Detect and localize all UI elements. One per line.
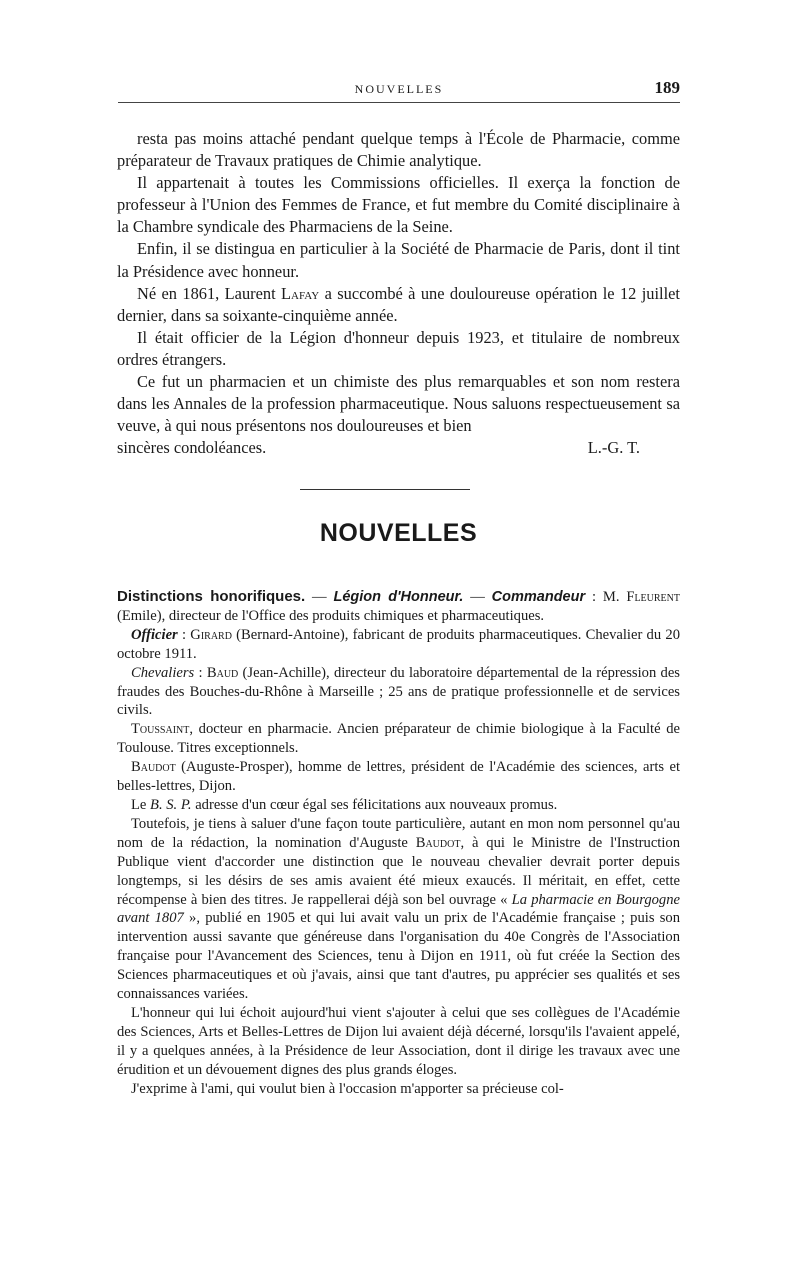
person-name: Girard <box>190 626 232 643</box>
person-name: Lafay <box>281 283 320 303</box>
text-run: adresse d'un cœur égal ses félicitations aux nouveaux promus. <box>191 796 558 813</box>
news-paragraph <box>117 758 680 796</box>
journal-abbreviation: B. S. P. <box>150 796 192 813</box>
obituary-paragraph: Il appartenait à toutes les Commissions officielles. Il exerça la fonction de professeur à l'Union des Femmes de France, et fut membre du Comité disciplinaire à la Chambre syndicale des Pharmaciens de la Seine. <box>117 173 680 237</box>
text-run: (Emile), directeur de l'Office des produits chimiques et pharmaceutiques. <box>117 607 545 624</box>
text-run: », publié en 1905 et qui lui avait valu un prix de l'Académie française ; puis son intervention aussi savante que généreuse dans l'organisation du 40e Congrès de l'Association française pour l'Avancement des Sciences, tenu à Dijon en 1911, où fut créée la Section des Sciences pharmaceutiques et où j'avais, ainsi que tant d'autres, pu apprécier ses qualités et ses connaissances variées. <box>117 910 680 1003</box>
author-signature: L.-G. T. <box>587 438 640 458</box>
news-paragraph <box>117 815 680 1004</box>
text-run: , docteur en pharmacie. Ancien préparateur de chimie biologique à la Faculté de Toulouse. Titres exceptionnels. <box>117 721 680 757</box>
obituary-paragraph: Enfin, il se distingua en particulier à la Société de Pharmacie de Paris, dont il tint la Présidence avec honneur. <box>117 239 680 281</box>
text-run: , à qui le Ministre de l'Instruction Publique vient d'accorder une distinction que le nouveau chevalier devrait porter depuis longtemps, si les désirs de ses amis avaient été mieux exaucés. Il méritait, en effet, cette récompense à bien des titres. Je rappellerai déjà son bel ouvrage « <box>117 834 680 908</box>
text-run: (Jean-Achille), directeur du laboratoire départemental de la répression des fraudes des Bouches-du-Rhône à Marseille ; 25 ans de pratique professionnelle et de services civils. <box>117 664 680 719</box>
text-run: — <box>463 589 492 605</box>
text-run: : M. <box>585 589 627 605</box>
news-paragraph <box>117 720 680 758</box>
obituary-paragraph: Il était officier de la Légion d'honneur depuis 1923, et titulaire de nombreux ordres étrangers. <box>117 327 680 369</box>
text-run: (Auguste-Prosper), homme de lettres, président de l'Académie des sciences, arts et belles-lettres, Dijon. <box>117 759 680 795</box>
page-number: 189 <box>654 78 680 97</box>
news-paragraph <box>117 588 680 626</box>
text-run: Né en 1861, Laurent <box>137 283 282 303</box>
closing-words: sincères condoléances. <box>117 438 267 458</box>
news-paragraph: J'exprime à l'ami, qui voulut bien à l'occasion m'apporter sa précieuse col- <box>131 1080 564 1097</box>
signoff-line <box>117 437 680 459</box>
category-heading: Distinctions honorifiques. <box>117 588 306 605</box>
person-name: Fleurent <box>626 589 680 605</box>
text-run: — <box>305 589 334 605</box>
obituary-paragraph: resta pas moins attaché pendant quelque temps à l'École de Pharmacie, comme préparateur de Travaux pratiques de Chimie analytique. <box>117 129 680 171</box>
text-run: Le <box>131 796 151 813</box>
person-name: Baudot <box>415 834 461 851</box>
text-run: a succombé à une douloureuse opération le 12 juillet dernier, dans sa soixante-cinquième année. <box>117 283 680 325</box>
rank-label: Chevaliers <box>131 664 195 681</box>
running-header <box>118 78 680 103</box>
person-name: Baud <box>206 664 239 681</box>
section-divider <box>300 489 470 490</box>
rank-label: Officier <box>131 626 178 643</box>
news-paragraph <box>117 626 680 664</box>
obituary-paragraph: Ce fut un pharmacien et un chimiste des plus remarquables et son nom restera dans les Annales de la profession pharmaceutique. Nous saluons respectueusement sa veuve, à qui nous présentons nos douloureuses et bien <box>117 372 680 436</box>
text-run: Toutefois, je tiens à saluer d'une façon toute particulière, autant en mon nom personnel qu'au nom de la rédaction, la nomination d'Auguste <box>117 815 680 851</box>
section-title: NOUVELLES <box>319 519 478 547</box>
rank-label: Commandeur <box>491 589 586 605</box>
person-name: Toussaint <box>131 721 190 738</box>
obituary-text <box>117 128 680 459</box>
rubric-heading: Légion d'Honneur. <box>333 589 464 605</box>
text-run: (Bernard-Antoine), fabricant de produits pharmaceutiques. Chevalier du 20 octobre 1911. <box>117 626 680 662</box>
person-name: Baudot <box>131 759 176 776</box>
news-paragraph <box>117 796 680 815</box>
text-run: : <box>194 664 207 681</box>
book-title: La pharmacie en Bourgogne avant 1807 <box>117 891 681 927</box>
obituary-paragraph <box>117 283 680 327</box>
news-text <box>117 588 680 1098</box>
running-title: NOUVELLES <box>354 82 444 96</box>
text-run: : <box>177 626 191 643</box>
news-paragraph: L'honneur qui lui échoit aujourd'hui vient s'ajouter à celui que ses collègues de l'Académie des Sciences, Arts et Belles-Lettres de Dijon lui avaient déjà décerné, lorsqu'ils l'avaient appelé, il y a quelques années, à la Présidence de leur Association, dont il dirige les travaux avec une érudition et un dévouement dignes des plus grands éloges. <box>117 1004 680 1078</box>
news-paragraph <box>117 664 680 721</box>
